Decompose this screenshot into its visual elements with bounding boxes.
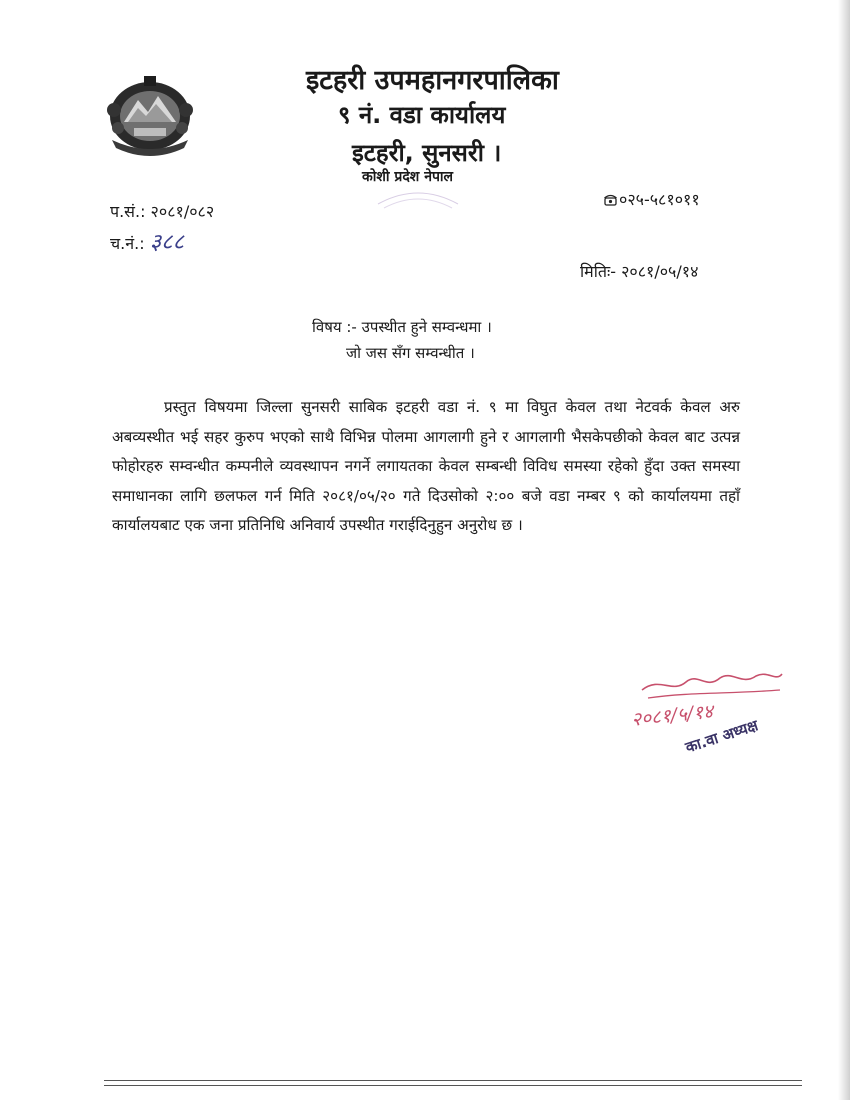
nepal-government-emblem-icon	[98, 70, 202, 158]
faint-stamp-mark	[372, 180, 464, 210]
signatory-title-stamp: का.वा अध्यक्ष	[683, 716, 761, 757]
dispatch-number	[110, 226, 184, 256]
scan-edge-shadow	[838, 0, 850, 1100]
addressee-line: जो जस सँग सम्वन्धीत ।	[346, 344, 475, 362]
telephone-icon	[604, 194, 617, 206]
dispatch-number-label: च.नं.:	[110, 234, 145, 253]
province-line: कोशी प्रदेश नेपाल	[362, 169, 454, 185]
phone-number-value: ०२५-५८१०११	[619, 190, 700, 209]
signature-date: २०८१/५/१४	[630, 700, 715, 731]
office-name: इटहरी उपमहानगरपालिका	[306, 65, 559, 96]
footer-rule	[104, 1080, 802, 1086]
phone-number	[604, 188, 700, 210]
dispatch-number-handwritten: ३८८	[149, 230, 185, 255]
subject-line: विषय :- उपस्थीत हुने सम्वन्धमा ।	[312, 318, 492, 336]
letter-body	[112, 393, 740, 541]
office-address: इटहरी, सुनसरी ।	[352, 139, 502, 167]
ward-office: ९ नं. वडा कार्यालय	[338, 101, 506, 129]
subject-block	[312, 314, 492, 366]
letter-reference-number: प.सं.: २०८१/०८२	[110, 202, 215, 221]
letter-date: मितिः- २०८१/०५/१४	[580, 262, 699, 281]
body-paragraph: प्रस्तुत विषयमा जिल्ला सुनसरी साबिक इटहरी वडा नं. ९ मा विघुत केवल तथा नेटवर्क केवल अरु अबव्यस्थीत भई सहर कुरुप भएको साथै विभिन्न पोलमा आगलागी हुने र आगलागी भैसकेपछीको केवल बाट उत्पन्न फोहोरहरु सम्वन्धीत कम्पनीले व्यवस्थापन नगर्ने लगायतका केवल सम्बन्धी विविध समस्या रहेको हुँदा उक्त समस्या समाधानका लागि छलफल गर्न मिति २०८१/०५/२० गते दिउसोको २:०० बजे वडा नम्बर ९ को कार्यालयमा तहाँ कार्यालयबाट एक जना प्रतिनिधि अनिवार्य उपस्थीत गराईदिनुहुन अनुरोध छ ।	[112, 398, 740, 534]
